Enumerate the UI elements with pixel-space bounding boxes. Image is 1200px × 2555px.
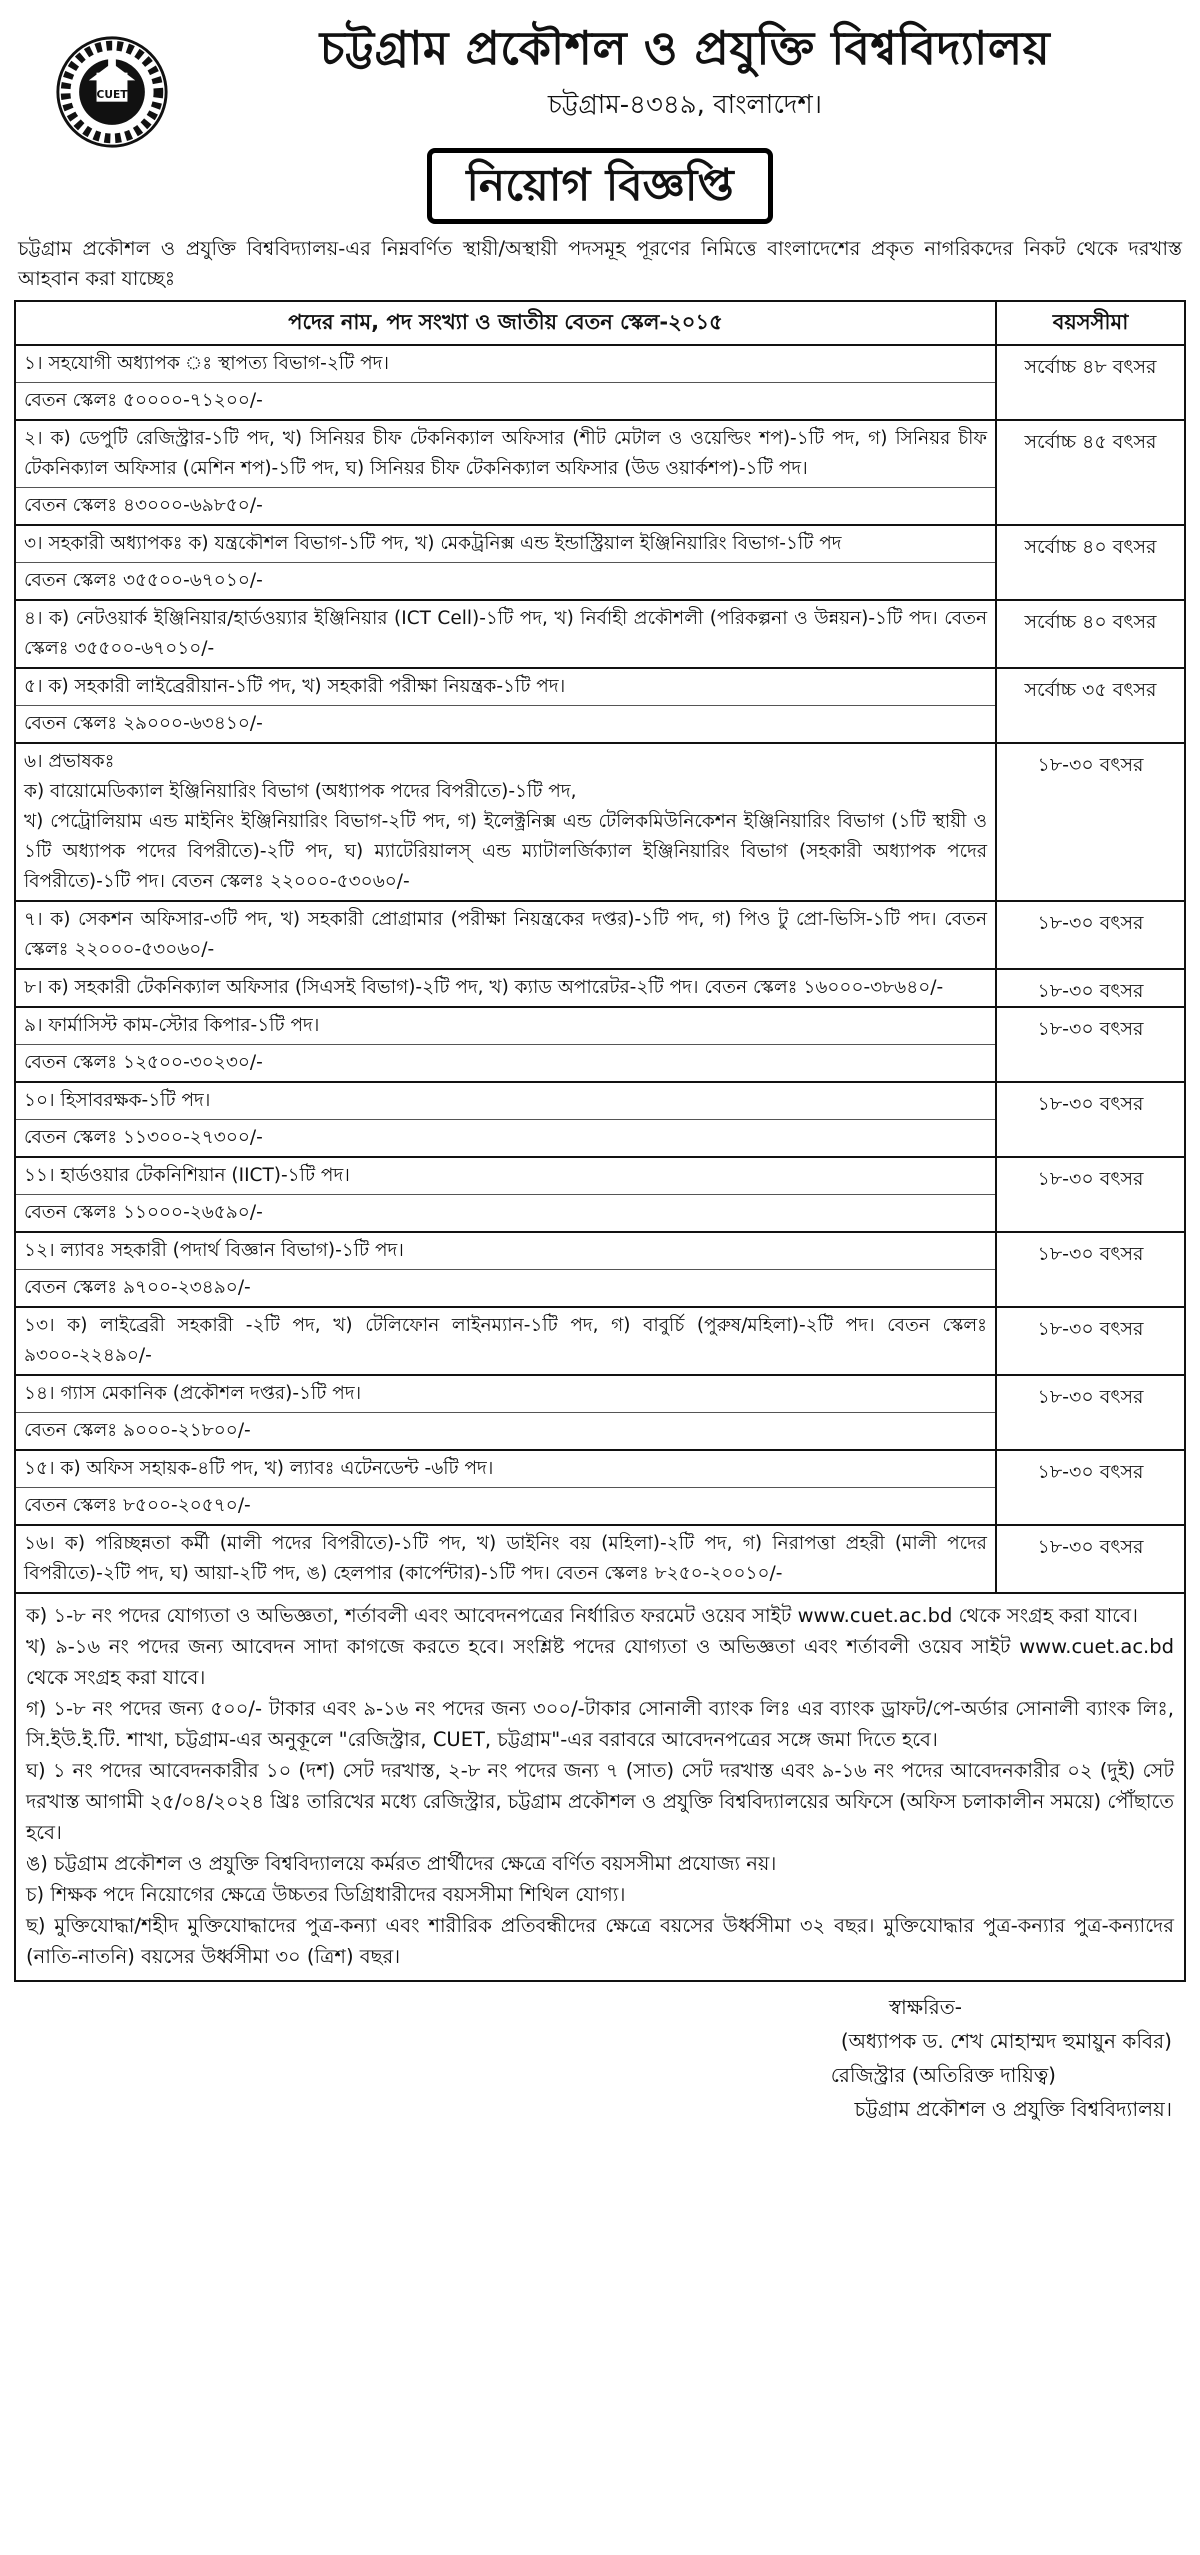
age-limit: সর্বোচ্চ ৪০ বৎসর xyxy=(996,525,1185,600)
notes-cell xyxy=(15,1593,1185,1981)
table-row xyxy=(15,901,1185,969)
signature-block xyxy=(14,1990,1186,2126)
note-item: গ) ১-৮ নং পদের জন্য ৫০০/- টাকার এবং ৯-১৬ নং পদের জন্য ৩০০/-টাকার সোনালী ব্যাংক লিঃ এর ব্যাংক ড্রাফট/পে-অর্ডার সোনালী ব্যাংক লিঃ, সি.ইউ.ই.টি. শাখা, চট্টগ্রাম-এর অনুকূলে "রেজিস্ট্রার, CUET, চট্টগ্রাম"-এর বরাবরে আবেদনপত্রের সঙ্গে জমা দিতে হবে। xyxy=(26,1697,1174,1751)
post-description: ৯। ফার্মাসিস্ট কাম-স্টোর কিপার-১টি পদ। xyxy=(15,1007,996,1045)
age-limit: ১৮-৩০ বৎসর xyxy=(996,1007,1185,1082)
signatory-name: (অধ্যাপক ড. শেখ মোহাম্মদ হুমায়ুন কবির) xyxy=(840,2029,1172,2053)
table-row xyxy=(15,1157,1185,1195)
note-item: খ) ৯-১৬ নং পদের জন্য আবেদন সাদা কাগজে করতে হবে। সংশ্লিষ্ট পদের যোগ্যতা ও অভিজ্ঞতা এবং শর্তাবলী ওয়েব সাইট www.cuet.ac.bd থেকে সংগ্রহ করা যাবে। xyxy=(26,1635,1174,1689)
note-item: ঙ) চট্টগ্রাম প্রকৌশল ও প্রযুক্তি বিশ্ববিদ্যালয়ে কর্মরত প্রার্থীদের ক্ষেত্রে বর্ণিত বয়সসীমা প্রযোজ্য নয়। xyxy=(26,1852,777,1875)
pay-scale: বেতন স্কেলঃ ৯৭০০-২৩৪৯০/- xyxy=(15,1270,996,1308)
col-age-header: বয়সসীমা xyxy=(996,301,1185,345)
table-row xyxy=(15,420,1185,488)
post-description: ১৬। ক) পরিচ্ছন্নতা কর্মী (মালী পদের বিপরীতে)-১টি পদ, খ) ডাইনিং বয় (মহিলা)-২টি পদ, গ) নিরাপত্তা প্রহরী (মালী পদের বিপরীতে)-২টি পদ, ঘ) আয়া-২টি পদ, ঙ) হেলপার (কার্পেন্টার)-১টি পদ। বেতন স্কেলঃ ৮২৫০-২০০১০/- xyxy=(15,1525,996,1593)
header xyxy=(14,8,1186,148)
age-limit: ১৮-৩০ বৎসর xyxy=(996,1375,1185,1450)
intro-text: চট্টগ্রাম প্রকৌশল ও প্রযুক্তি বিশ্ববিদ্যালয়-এর নিম্নবর্ণিত স্থায়ী/অস্থায়ী পদসমূহ পূরণের নিমিত্তে বাংলাদেশের প্রকৃত নাগরিকদের নিকট থেকে দরখাস্ত আহবান করা যাচ্ছেঃ xyxy=(18,237,1182,290)
pay-scale: বেতন স্কেলঃ ১১৩০০-২৭৩০০/- xyxy=(15,1120,996,1158)
table-row xyxy=(15,1232,1185,1270)
pay-scale: বেতন স্কেলঃ ৪৩০০০-৬৯৮৫০/- xyxy=(15,488,996,526)
note-item: ছ) মুক্তিযোদ্ধা/শহীদ মুক্তিযোদ্ধাদের পুত্র-কন্যা এবং শারীরিক প্রতিবন্ধীদের ক্ষেত্রে বয়সের উর্ধ্বসীমা ৩২ বছর। মুক্তিযোদ্ধার পুত্র-কন্যার পুত্র-কন্যাদের (নাতি-নাতনি) বয়সের উর্ধ্বসীমা ৩০ (ত্রিশ) বছর। xyxy=(26,1914,1174,1968)
post-description: ৭। ক) সেকশন অফিসার-৩টি পদ, খ) সহকারী প্রোগ্রামার (পরীক্ষা নিয়ন্ত্রকের দপ্তর)-১টি পদ, গ) পিও টু প্রো-ভিসি-১টি পদ। বেতন স্কেলঃ ২২০০০-৫৩০৬০/- xyxy=(15,901,996,969)
post-description: ৩। সহকারী অধ্যাপকঃ ক) যন্ত্রকৌশল বিভাগ-১টি পদ, খ) মেকট্রনিক্স এন্ড ইন্ডাস্ট্রিয়াল ইঞ্জিনিয়ারিং বিভাগ-১টি পদ xyxy=(15,525,996,563)
table-row xyxy=(15,1307,1185,1375)
post-description: ২। ক) ডেপুটি রেজিস্ট্রার-১টি পদ, খ) সিনিয়র চীফ টেকনিক্যাল অফিসার (শীট মেটাল ও ওয়েল্ডিং শপ)-১টি পদ, গ) সিনিয়র চীফ টেকনিক্যাল অফিসার (মেশিন শপ)-১টি পদ, ঘ) সিনিয়র চীফ টেকনিক্যাল অফিসার (উড ওয়ার্কশপ)-১টি পদ। xyxy=(15,420,996,488)
pay-scale: বেতন স্কেলঃ ১২৫০০-৩০২৩০/- xyxy=(15,1045,996,1083)
university-address: চট্টগ্রাম-৪৩৪৯, বাংলাদেশ। xyxy=(547,90,823,120)
post-description: ৬। প্রভাষকঃ ক) বায়োমেডিক্যাল ইঞ্জিনিয়ারিং বিভাগ (অধ্যাপক পদের বিপরীতে)-১টি পদ, খ) পেট্রোলিয়াম এন্ড মাইনিং ইঞ্জিনিয়ারিং বিভাগ-২টি পদ, গ) ইলেক্ট্রনিক্স এন্ড টেলিকমিউনিকেশন ইঞ্জিনিয়ারিং বিভাগ (১টি স্থায়ী ও ১টি অধ্যাপক পদের বিপরীতে)-২টি পদ, ঘ) ম্যাটেরিয়ালস্‌ এন্ড ম্যাটালর্জিক্যাল ইঞ্জিনিয়ারিং বিভাগ (সহকারী অধ্যাপক পদের বিপরীতে)-১টি পদ। বেতন স্কেলঃ ২২০০০-৫৩০৬০/- xyxy=(15,743,996,901)
pay-scale: বেতন স্কেলঃ ১১০০০-২৬৫৯০/- xyxy=(15,1195,996,1233)
post-description: ১। সহযোগী অধ্যাপক ঃ স্থাপত্য বিভাগ-২টি পদ। xyxy=(15,345,996,383)
col-post-header: পদের নাম, পদ সংখ্যা ও জাতীয় বেতন স্কেল-২০১৫ xyxy=(15,301,996,345)
table-row xyxy=(15,525,1185,563)
note-item: চ) শিক্ষক পদে নিয়োগের ক্ষেত্রে উচ্চতর ডিগ্রিধারীদের বয়সসীমা শিথিল যোগ্য। xyxy=(26,1883,626,1906)
post-description: ৫। ক) সহকারী লাইব্রেরীয়ান-১টি পদ, খ) সহকারী পরীক্ষা নিয়ন্ত্রক-১টি পদ। xyxy=(15,668,996,706)
age-limit: ১৮-৩০ বৎসর xyxy=(996,1082,1185,1157)
age-limit: সর্বোচ্চ ৪৮ বৎসর xyxy=(996,345,1185,420)
pay-scale: বেতন স্কেলঃ ২৯০০০-৬৩৪১০/- xyxy=(15,706,996,744)
signature-label: স্বাক্ষরিত- xyxy=(888,1995,962,2019)
title-wrap xyxy=(14,148,1186,228)
age-limit: ১৮-৩০ বৎসর xyxy=(996,901,1185,969)
age-limit: সর্বোচ্চ ৪০ বৎসর xyxy=(996,600,1185,668)
age-limit: ১৮-৩০ বৎসর xyxy=(996,1157,1185,1232)
logo-text: CUET xyxy=(96,87,128,101)
table-row xyxy=(15,668,1185,706)
notice-title: নিয়োগ বিজ্ঞপ্তি xyxy=(427,148,772,224)
notice-page xyxy=(14,8,1186,2126)
table-row xyxy=(15,345,1185,383)
table-row xyxy=(15,1525,1185,1593)
age-limit: ১৮-৩০ বৎসর xyxy=(996,1232,1185,1307)
post-description: ১০। হিসাবরক্ষক-১টি পদ। xyxy=(15,1082,996,1120)
pay-scale: বেতন স্কেলঃ ৯০০০-২১৮০০/- xyxy=(15,1413,996,1451)
table-row xyxy=(15,743,1185,901)
signatory-designation: রেজিস্ট্রার (অতিরিক্ত দায়িত্ব) xyxy=(830,2063,1056,2087)
post-description: ৮। ক) সহকারী টেকনিক্যাল অফিসার (সিএসই বিভাগ)-২টি পদ, খ) ক্যাড অপারেটর-২টি পদ। বেতন স্কেলঃ ১৬০০০-৩৮৬৪০/- xyxy=(15,969,996,1007)
age-limit: ১৮-৩০ বৎসর xyxy=(996,969,1185,1007)
table-row xyxy=(15,1375,1185,1413)
age-limit: ১৮-৩০ বৎসর xyxy=(996,1307,1185,1375)
age-limit: সর্বোচ্চ ৪৫ বৎসর xyxy=(996,420,1185,525)
table-header-row xyxy=(15,301,1185,345)
age-limit: ১৮-৩০ বৎসর xyxy=(996,743,1185,901)
posts-table-body xyxy=(15,345,1185,1593)
university-logo-icon xyxy=(54,34,170,150)
notes-row xyxy=(15,1593,1185,1981)
note-item: ঘ) ১ নং পদের আবেদনকারীর ১০ (দশ) সেট দরখাস্ত, ২-৮ নং পদের জন্য ৭ (সাত) সেট দরখাস্ত এবং ৯-১৬ নং পদের আবেদনকারীর ০২ (দুই) সেট দরখাস্ত আগামী ২৫/০৪/২০২৪ খ্রিঃ তারিখের মধ্যে রেজিস্ট্রার, চট্টগ্রাম প্রকৌশল ও প্রযুক্তি বিশ্ববিদ্যালয়ের অফিসে (অফিস চলাকালীন সময়ে) পৌঁছাতে হবে। xyxy=(26,1759,1174,1844)
pay-scale: বেতন স্কেলঃ ৫০০০০-৭১২০০/- xyxy=(15,383,996,421)
table-row xyxy=(15,600,1185,668)
post-description: ১২। ল্যাবঃ সহকারী (পদার্থ বিজ্ঞান বিভাগ)-১টি পদ। xyxy=(15,1232,996,1270)
age-limit: সর্বোচ্চ ৩৫ বৎসর xyxy=(996,668,1185,743)
post-description: ১৫। ক) অফিস সহায়ক-৪টি পদ, খ) ল্যাবঃ এটেনডেন্ট -৬টি পদ। xyxy=(15,1450,996,1488)
post-description: ১৪। গ্যাস মেকানিক (প্রকৌশল দপ্তর)-১টি পদ। xyxy=(15,1375,996,1413)
age-limit: ১৮-৩০ বৎসর xyxy=(996,1450,1185,1525)
pay-scale: বেতন স্কেলঃ ৩৫৫০০-৬৭০১০/- xyxy=(15,563,996,601)
table-row xyxy=(15,969,1185,1007)
signatory-institution: চট্টগ্রাম প্রকৌশল ও প্রযুক্তি বিশ্ববিদ্যালয়। xyxy=(854,2097,1172,2121)
age-limit: ১৮-৩০ বৎসর xyxy=(996,1525,1185,1593)
table-row xyxy=(15,1007,1185,1045)
post-description: ১৩। ক) লাইব্রেরী সহকারী -২টি পদ, খ) টেলিফোন লাইনম্যান-১টি পদ, গ) বাবুর্চি (পুরুষ/মহিলা)-২টি পদ। বেতন স্কেলঃ ৯৩০০-২২৪৯০/- xyxy=(15,1307,996,1375)
university-name: চট্টগ্রাম প্রকৌশল ও প্রযুক্তি বিশ্ববিদ্যালয় xyxy=(319,21,1051,75)
posts-table xyxy=(14,300,1186,1982)
post-description: ১১। হার্ডওয়ার টেকনিশিয়ান (IICT)-১টি পদ। xyxy=(15,1157,996,1195)
pay-scale: বেতন স্কেলঃ ৮৫০০-২০৫৭০/- xyxy=(15,1488,996,1526)
note-item: ক) ১-৮ নং পদের যোগ্যতা ও অভিজ্ঞতা, শর্তাবলী এবং আবেদনপত্রের নির্ধারিত ফরমেট ওয়েব সাইট www.cuet.ac.bd থেকে সংগ্রহ করা যাবে। xyxy=(26,1604,1138,1627)
table-row xyxy=(15,1082,1185,1120)
table-row xyxy=(15,1450,1185,1488)
post-description: ৪। ক) নেটওয়ার্ক ইঞ্জিনিয়ার/হার্ডওয়্যার ইঞ্জিনিয়ার (ICT Cell)-১টি পদ, খ) নির্বাহী প্রকৌশলী (পরিকল্পনা ও উন্নয়ন)-১টি পদ। বেতন স্কেলঃ ৩৫৫০০-৬৭০১০/- xyxy=(15,600,996,668)
